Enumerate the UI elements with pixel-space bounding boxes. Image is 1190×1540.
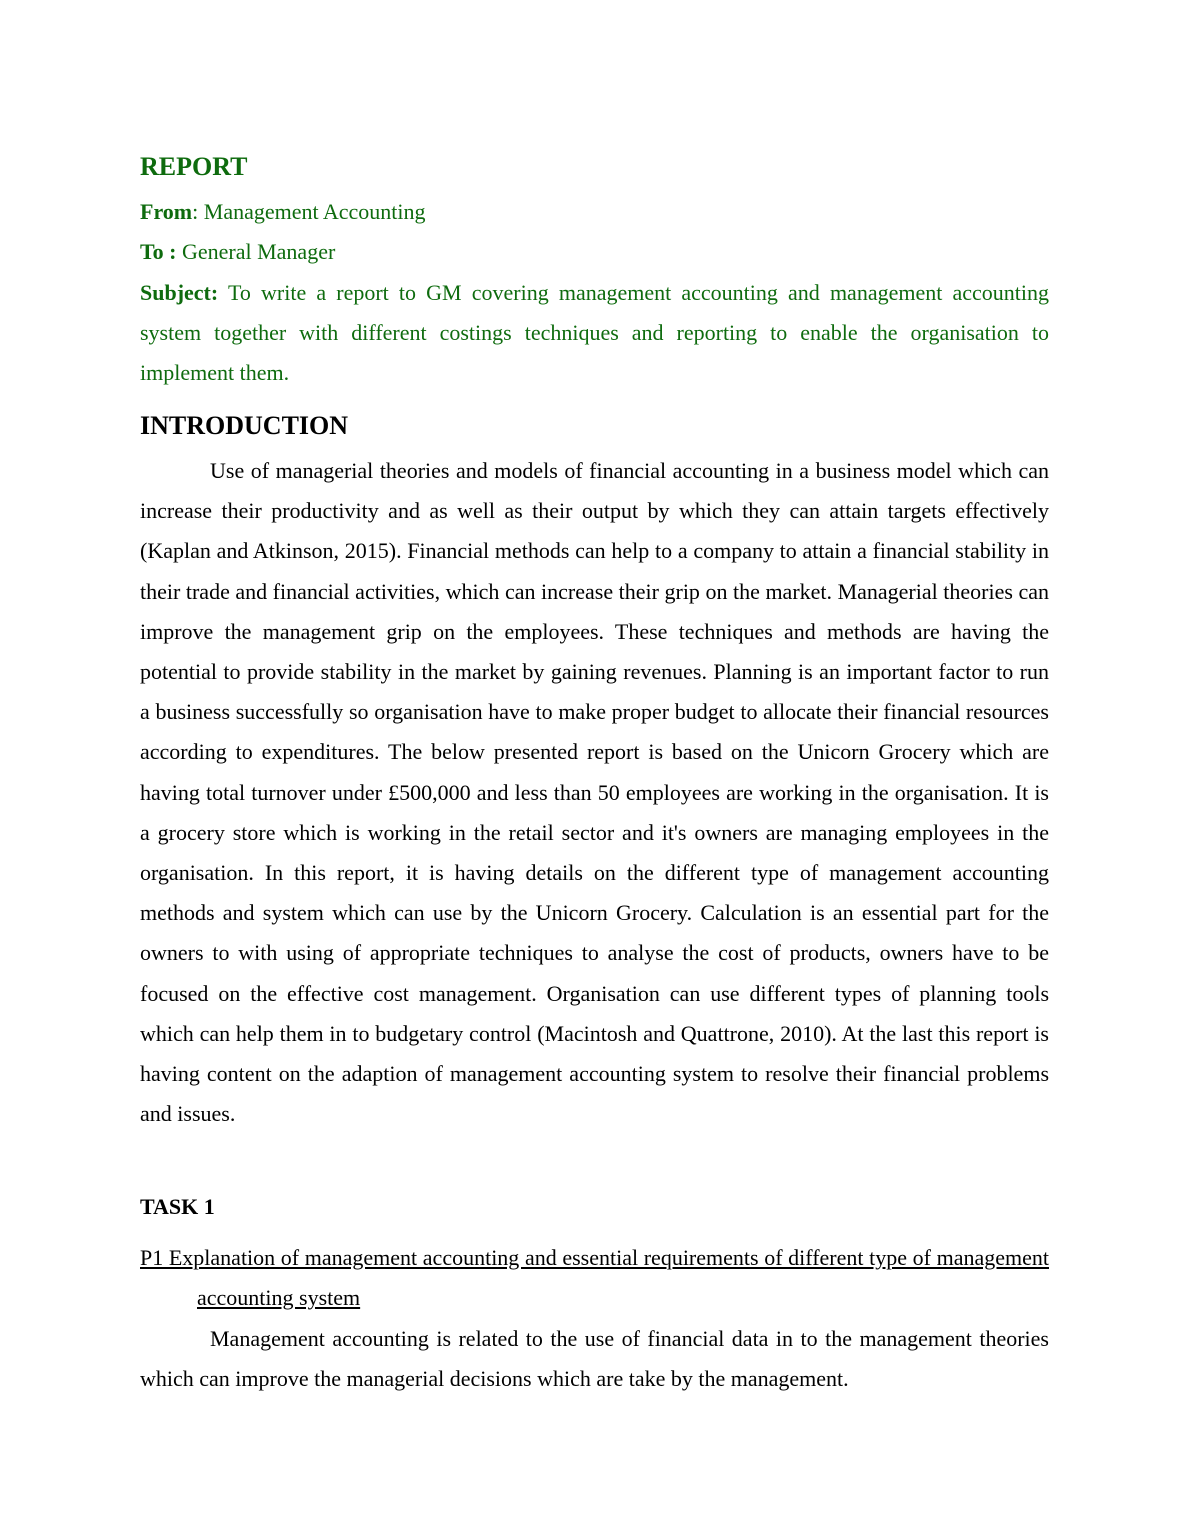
- to-value: General Manager: [176, 239, 336, 264]
- introduction-heading: INTRODUCTION: [140, 411, 349, 440]
- p1-subheading: [140, 1238, 1049, 1318]
- report-title: REPORT: [140, 152, 248, 181]
- from-label: From: [140, 199, 193, 224]
- task1-heading: TASK 1: [140, 1194, 215, 1219]
- subject-value: To write a report to GM covering management accounting and management accounting system together with different costings techniques and reporting to enable the organisation to implement them.: [140, 280, 1049, 385]
- to-label: To :: [140, 239, 177, 264]
- from-value: : Management Accounting: [192, 199, 426, 224]
- to-line: [140, 232, 335, 272]
- subject-label: Subject:: [140, 280, 219, 305]
- subject-line: [140, 273, 1049, 393]
- task1-paragraph: Management accounting is related to the use of financial data in to the management theories which can improve the managerial decisions which are take by the management.: [140, 1326, 1049, 1392]
- from-line: [140, 192, 426, 232]
- introduction-paragraph: Use of managerial theories and models of financial accounting in a business model which can increase their productivity and as well as their output by which they can attain targets effectively (Kaplan and Atkinson, 2015). Financial methods can help to a company to attain a financial stability in their trade and financial activities, which can increase their grip on the market. Managerial theories can improve the management grip on the employees. These techniques and methods are having the potential to provide stability in the market by gaining revenues. Planning is an important factor to run a business successfully so organisation have to make proper budget to allocate their financial resources according to expenditures. The below presented report is based on the Unicorn Grocery which are having total turnover under £500,000 and less than 50 employees are working in the organisation. It is a grocery store which is working in the retail sector and it's owners are managing employees in the organisation. In this report, it is having details on the different type of management accounting methods and system which can use by the Unicorn Grocery. Calculation is an essential part for the owners to with using of appropriate techniques to analyse the cost of products, owners have to be focused on the effective cost management. Organisation can use different types of planning tools which can help them in to budgetary control (Macintosh and Quattrone, 2010). At the last this report is having content on the adaption of management accounting system to resolve their financial problems and issues.: [140, 458, 1049, 1127]
- p1-subheading-text: P1 Explanation of management accounting and essential requirements of different type of management accounting system: [140, 1245, 1049, 1310]
